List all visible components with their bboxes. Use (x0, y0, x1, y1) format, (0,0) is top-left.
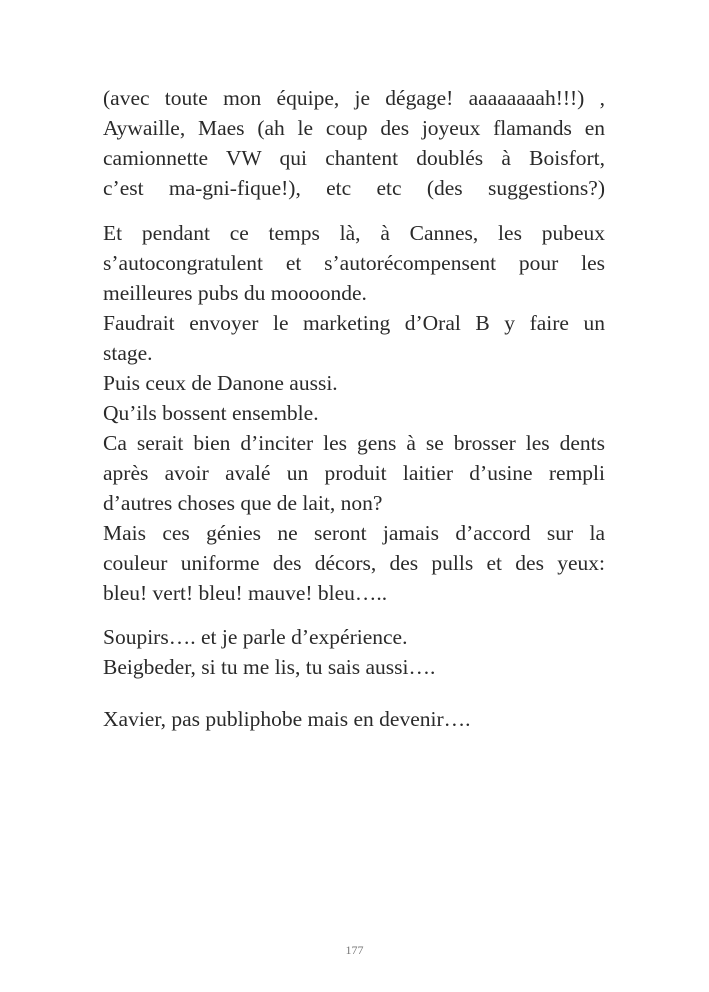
text-line: bleu! vert! bleu! mauve! bleu….. (103, 581, 388, 605)
paragraph-list-of-places (103, 83, 605, 203)
text-line: Puis ceux de Danone aussi. (103, 371, 338, 395)
text-line: Xavier, pas publiphobe mais en devenir…. (103, 707, 471, 731)
paragraph-sighs (103, 622, 605, 682)
text-line: Beigbeder, si tu me lis, tu sais aussi…. (103, 655, 436, 679)
text-line: après avoir avalé un produit laitier d’usine rempli (103, 461, 605, 485)
text-line: c’est ma-gni-fique!), etc etc (des suggestions?) (103, 176, 605, 200)
text-line: d’autres choses que de lait, non? (103, 491, 383, 515)
page-number: 177 (345, 943, 364, 957)
text-line: camionnette VW qui chantent doublés à Boisfort, (103, 146, 605, 170)
paragraph-cannes-advertising (103, 218, 605, 608)
text-line: s’autocongratulent et s’autorécompensent pour les (103, 251, 605, 275)
text-line: Aywaille, Maes (ah le coup des joyeux flamands en (103, 116, 605, 140)
text-line: Et pendant ce temps là, à Cannes, les pubeux (103, 221, 605, 245)
text-line: (avec toute mon équipe, je dégage! aaaaaaaah!!!) , (103, 86, 605, 110)
text-line: Qu’ils bossent ensemble. (103, 401, 319, 425)
text-line: Faudrait envoyer le marketing d’Oral B y faire un (103, 311, 605, 335)
text-line: Soupirs…. et je parle d’expérience. (103, 625, 408, 649)
text-line: Ca serait bien d’inciter les gens à se brosser les dents (103, 431, 605, 455)
text-line: couleur uniforme des décors, des pulls et des yeux: (103, 551, 605, 575)
text-line: stage. (103, 341, 153, 365)
text-line: Mais ces génies ne seront jamais d’accord sur la (103, 521, 605, 545)
text-line: meilleures pubs du moooonde. (103, 281, 367, 305)
paragraph-signature (103, 704, 605, 734)
